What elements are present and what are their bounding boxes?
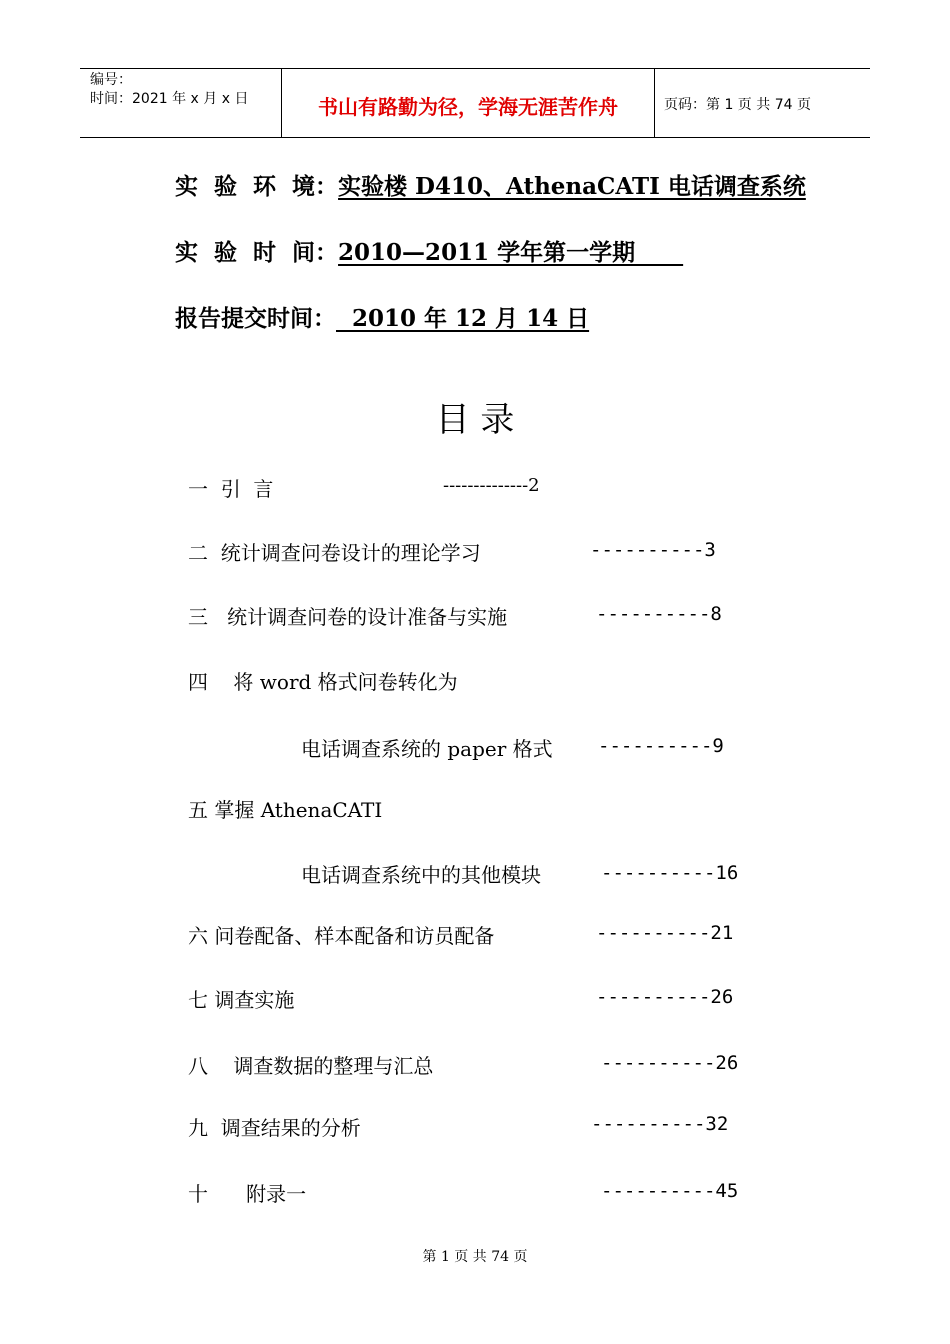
submit-value: 2010 年 12 月 14 日 xyxy=(336,305,590,332)
experiment-time xyxy=(175,234,683,267)
document-date: 时间：2021 年 x 月 x 日 xyxy=(90,91,249,107)
toc-entry-title: 四 将 word 格式问卷转化为 xyxy=(188,670,458,694)
page-footer: 第 1 页 共 74 页 xyxy=(422,1249,528,1265)
env-label: 实 验 环 境： xyxy=(175,173,339,200)
toc-entry-title: 九 调查结果的分析 xyxy=(188,1116,361,1140)
toc-entry-title: 电话调查系统中的其他模块 xyxy=(301,863,541,887)
header-divider xyxy=(654,69,655,137)
toc-entry-title: 六 问卷配备、样本配备和访员配备 xyxy=(188,924,495,948)
toc-entry-title: 一 引 言 xyxy=(188,477,274,501)
toc-title: 目 录 xyxy=(435,400,515,440)
toc-entry-leader: ----------21 xyxy=(596,922,734,944)
toc-entry-leader: ----------26 xyxy=(596,986,734,1008)
experiment-environment xyxy=(175,168,806,201)
toc-entry-leader: ----------16 xyxy=(601,862,739,884)
document-number: 编号： xyxy=(90,72,132,88)
submission-time xyxy=(175,300,589,333)
toc-entry-title: 电话调查系统的 paper 格式 xyxy=(301,737,553,761)
toc-entry-title: 二 统计调查问卷设计的理论学习 xyxy=(188,541,481,565)
toc-entry-leader: ----------9 xyxy=(598,735,724,757)
toc-entry-leader: ----------32 xyxy=(591,1113,729,1135)
header-left xyxy=(90,71,248,109)
toc-entry-leader: ----------26 xyxy=(601,1052,739,1074)
time-value: 2010—2011 学年第一学期 xyxy=(338,239,684,266)
toc-entry-title: 三 统计调查问卷的设计准备与实施 xyxy=(188,605,508,629)
toc-entry-leader: --------------2 xyxy=(443,475,540,496)
toc-entry-title: 五 掌握 AthenaCATI xyxy=(188,798,383,822)
submit-label: 报告提交时间： xyxy=(175,305,336,332)
toc-entry-title: 十 附录一 xyxy=(188,1182,307,1206)
time-label: 实 验 时 间： xyxy=(175,239,339,266)
toc-entry-leader: ----------3 xyxy=(590,539,716,561)
toc-entry-title: 八 调查数据的整理与汇总 xyxy=(188,1054,434,1078)
header-motto: 书山有路勤为径，学海无涯苦作舟 xyxy=(318,95,618,119)
page-header xyxy=(80,68,870,138)
toc-entry-leader: ----------8 xyxy=(596,603,722,625)
header-page-info: 页码：第 1 页 共 74 页 xyxy=(664,97,811,113)
toc-entry-title: 七 调查实施 xyxy=(188,988,295,1012)
env-value: 实验楼 D410、AthenaCATI 电话调查系统 xyxy=(338,173,806,200)
toc-entry-leader: ----------45 xyxy=(601,1180,739,1202)
